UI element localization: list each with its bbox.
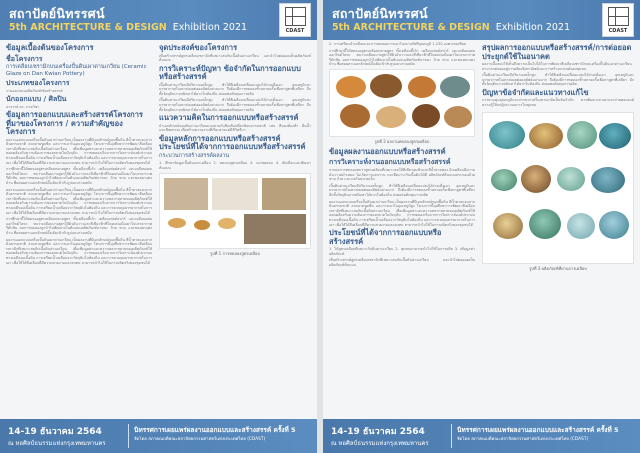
header-title-en: 5th ARCHITECTURE & DESIGN Exhibition 2021 — [9, 22, 248, 33]
body-text: นำเอกลักษณ์ของดินด่านเกวียนมาผสานกับสีเคลือบที่สะท้อนธรรมชาติ เช่น สีของท้องฟ้า ผืนน้ำ และพืชพรรณ เพื่อสร้างความงามที่เรียบง่ายแต่มีชีวิตชีวา — [159, 123, 311, 133]
glazed-bowl — [491, 169, 517, 191]
designer-name: อาจารย์ ดร. ภาควิชา — [6, 104, 40, 109]
right-column-1 — [329, 42, 475, 419]
sample-cup — [412, 104, 440, 128]
header-title-th: สถาปัตย์นิทรรศน์ — [9, 6, 105, 21]
header-title-en: 5th ARCHITECTURE & DESIGN Exhibition 2021 — [332, 22, 571, 33]
section-heading: ประเภทของโครงการ — [6, 79, 70, 87]
body-text: เนื้อดินด่านเกวียนมีปริมาณเหล็กสูง ทำให้สีเคลือบเปลี่ยนแปลงได้ง่ายเมื่อเผา อุณหภูมิและบรรยากาศในเตาส่งผลต่อผลลัพธ์อย่างมาก จึงต้องมีการทดลองซ้ำหลายครั้งเพื่อหาสูตรที่เสถียร อีกทั้งวัตถุดิบบางชนิดหาได้ยากในท้องถิ่น ส่งผลต่อต้นทุนการผลิต — [482, 73, 634, 87]
section-heading: การวิเคราะห์ปัญหา ข้อจำกัดในการออกแบบหรือสร้างสรรค์ — [159, 63, 301, 82]
section-heading: ข้อมูลหลักการออกแบบหรือสร้างสรรค์ ประโยชน์ที่ได้จากการออกแบบหรือสร้างสรรค์ — [159, 133, 306, 152]
body-text: 1. ศึกษาข้อมูลเนื้อดินและเคลือบ 2. ทดลองสูตรเคลือบ 3. เผาทดสอบ 4. คัดเลือกและพัฒนาต้นแบบ — [159, 161, 311, 171]
section-heading: ปัญหาข้อจำกัดและแนวทางแก้ไข — [482, 87, 589, 97]
glazed-bowl — [591, 167, 625, 193]
body-text: ผลงานออกแบบเครื่องปั้นดินเผาด่านเกวียน เป็นผลงานที่มีเอกลักษณ์ของพื้นถิ่น สีน้ำตาลแดงจากดินธรรมชาติ ลวดลายขูดขีด และการเผาในอุณหภูมิสูง โครงการนี้มุ่งศึกษาการพัฒนาสีเคลือบเซรามิกที่เหมาะสมกับเนื้อดินด่านเกวียน เพื่อเพิ่มมูลค่าและความหลากหลายของผลิตภัณฑ์ให้สอดคล้องกับความต้องการของตลาดในปัจจุบัน การทดลองเริ่มจากการวิเคราะห์องค์ประกอบทางเคมีของเนื้อดิน การเตรียมน้ำเคลือบจากวัตถุดิบในท้องถิ่น และการควบคุมบรรยากาศในการเผา เพื่อให้ได้สีเคลือบที่มีความสวยงามและคงทน สามารถนำไปใช้ในการผลิตจริงของชุมชนได้ — [6, 187, 152, 215]
header-exhibition: Exhibition 2021 — [172, 22, 248, 33]
figure-caption: รูปที่ 1 การทดลองสูตรเคลือบ — [210, 250, 260, 256]
section-heading: แนวความคิดในการออกแบบหรือสร้างสรรค์ — [159, 113, 299, 123]
section-heading: จุดประสงค์ของโครงการ — [159, 43, 238, 52]
right-column-2 — [482, 42, 634, 419]
glazed-bowl — [599, 211, 629, 239]
header-exhibition: Exhibition 2021 — [495, 22, 571, 33]
body-text: เนื้อดินด่านเกวียนมีปริมาณเหล็กสูง ทำให้สีเคลือบเปลี่ยนแปลงได้ง่ายเมื่อเผา อุณหภูมิและบรรยากาศในเตาส่งผลต่อผลลัพธ์อย่างมาก จึงต้องมีการทดลองซ้ำหลายครั้งเพื่อหาสูตรที่เสถียร อีกทั้งวัตถุดิบบางชนิดหาได้ยากในท้องถิ่น ส่งผลต่อต้นทุนการผลิต — [159, 82, 311, 96]
left-column-1 — [6, 42, 152, 419]
sample-bowl — [194, 220, 210, 230]
section-heading: ข้อมูลเบื้องต้นของโครงการ — [6, 43, 94, 52]
poster-footer — [0, 419, 317, 453]
figure-caption: รูปที่ 3 ผลิตภัณฑ์ที่ผ่านการเคลือบ — [529, 265, 587, 271]
header-title-th: สถาปัตย์นิทรรศน์ — [332, 6, 428, 21]
section-heading: สรุปผลการออกแบบหรือสร้างสรรค์/การต่อยอดประยุกต์ใช้ในอนาคต — [482, 43, 632, 61]
body-text: การควบคุมอุณหภูมิและบรรยากาศในเตาเผายังเป็นข้อจำกัด ควรพัฒนาเตาเผาและถ่ายทอดองค์ความรู้ให้แก่ผู้ประกอบการในชุมชน — [482, 98, 634, 108]
cdast-logo: CDAST — [602, 3, 634, 37]
photo — [262, 178, 306, 210]
photo — [164, 178, 208, 210]
glazed-bowl — [567, 121, 597, 149]
project-type: งานออกแบบผลิตภัณฑ์เชิงสร้างสรรค์ — [6, 88, 63, 93]
event-organizer: จัดโดย สภาคณบดีคณะสถาปัตยกรรมศาสตร์แห่งประเทศไทย (CDAST) — [457, 437, 589, 442]
body-text: เพื่อสร้างสรรค์สูตรเคลือบเซรามิกที่เหมาะสมกับเนื้อดินด่านเกวียน และนำไปต่อยอดเป็นผลิตภัณฑ์ต้นแบบ — [329, 258, 475, 267]
event-venue: ณ หอศิลป์ธนรรมแห่งกรุงเทพมหานคร — [8, 440, 106, 447]
poster-footer — [323, 419, 640, 453]
body-text: เพื่อสร้างสรรค์สูตรเคลือบเซรามิกที่เหมาะสมกับเนื้อดินด่านเกวียน และนำไปต่อยอดเป็นผลิตภัณฑ์ต้นแบบ — [159, 53, 311, 63]
poster-left — [0, 0, 317, 453]
figure-2-photos — [329, 69, 475, 137]
section-heading: ประโยชน์ที่ได้จากการออกแบบหรือสร้างสรรค์ — [329, 228, 442, 246]
event-name: นิทรรศการเผยแพร่ผลงานออกแบบและสร้างสรรค์ ครั้งที่ 5 — [457, 426, 619, 434]
body-text: ผลงานออกแบบเครื่องปั้นดินเผาด่านเกวียน เป็นผลงานที่มีเอกลักษณ์ของพื้นถิ่น สีน้ำตาลแดงจากดินธรรมชาติ ลวดลายขูดขีด และการเผาในอุณหภูมิสูง โครงการนี้มุ่งศึกษาการพัฒนาสีเคลือบเซรามิกที่เหมาะสมกับเนื้อดินด่านเกวียน เพื่อเพิ่มมูลค่าและความหลากหลายของผลิตภัณฑ์ให้สอดคล้องกับความต้องการของตลาดในปัจจุบัน การทดลองเริ่มจากการวิเคราะห์องค์ประกอบทางเคมีของเนื้อดิน การเตรียมน้ำเคลือบจากวัตถุดิบในท้องถิ่น และการควบคุมบรรยากาศในการเผา เพื่อให้ได้สีเคลือบที่มีความสวยงามและคงทน สามารถนำไปใช้ในการผลิตจริงของชุมชนได้ — [329, 199, 475, 227]
body-text: เนื้อดินด่านเกวียนมีปริมาณเหล็กสูง ทำให้สีเคลือบเปลี่ยนแปลงได้ง่ายเมื่อเผา อุณหภูมิและบรรยากาศในเตาส่งผลต่อผลลัพธ์อย่างมาก จึงต้องมีการทดลองซ้ำหลายครั้งเพื่อหาสูตรที่เสถียร อีกทั้งวัตถุดิบบางชนิดหาได้ยากในท้องถิ่น ส่งผลต่อต้นทุนการผลิต — [159, 98, 311, 112]
sample-bowl — [218, 218, 236, 229]
event-venue: ณ หอศิลป์ธนรรมแห่งกรุงเทพมหานคร — [331, 440, 429, 447]
project-name: การเคลือบเซรามิกบนเครื่องปั้นดินเผาด่านเกวียน (Ceramic Glaze on Dan Kwian Pottery) — [6, 64, 147, 77]
poster-header — [0, 0, 317, 40]
figure-1-photos — [159, 173, 311, 249]
sample-cup — [376, 106, 406, 128]
body-text: การศึกษานี้ได้ทดลองสูตรเคลือบหลายสูตร ทั้งเคลือบขี้เถ้า เคลือบเฟลด์สปาร์ และเคลือบผสมออกไซด์โลหะ พบว่าเคลือบบางสูตรให้ผิวมันวาวและสีเขียวฟ้าที่โดดเด่นเมื่อเผาในบรรยากาศรีดักชัน ผลการทดลองถูกนำไปพัฒนาเป็นต้นแบบผลิตภัณฑ์ภาชนะ ถ้วย ชาม และของตกแต่งบ้าน ที่ผสมผสานเอกลักษณ์ดั้งเดิมเข้ากับรูปแบบร่วมสมัย — [6, 167, 152, 186]
section-heading: ข้อมูลผลงานออกแบบหรือสร้างสรรค์ — [329, 146, 446, 156]
event-organizer: จัดโดย สภาคณบดีคณะสถาปัตยกรรมศาสตร์แห่งประเทศไทย (CDAST) — [134, 437, 266, 442]
section-heading: ชื่อโครงการ — [6, 54, 43, 63]
glazed-bowl — [489, 121, 525, 149]
body-text: 2. การเตรียมน้ำเคลือบและการทดสอบการเผาในเตาแก๊สที่อุณหภูมิ 1,230 องศาเซลเซียส — [329, 42, 466, 46]
body-text: 1. ได้สูตรเคลือบที่เหมาะกับดินด่านเกวียน 2. ชุมชนสามารถนำไปใช้ในการผลิต 3. เพิ่มมูลค่าผลิตภัณฑ์ — [329, 247, 475, 256]
glazed-bowl — [567, 213, 595, 239]
figure-caption: รูปที่ 2 ผลงานทดลองสูตรเคลือบ — [374, 138, 430, 144]
sample-cup — [336, 76, 366, 98]
glazed-bowl — [529, 123, 563, 149]
glazed-bowl — [599, 123, 631, 149]
poster-right — [323, 0, 640, 453]
sample-cup — [340, 104, 370, 128]
event-date: 14-19 ธันวาคม 2564 — [331, 427, 425, 437]
body-text: การศึกษานี้ได้ทดลองสูตรเคลือบหลายสูตร ทั้งเคลือบขี้เถ้า เคลือบเฟลด์สปาร์ และเคลือบผสมออกไซด์โลหะ พบว่าเคลือบบางสูตรให้ผิวมันวาวและสีเขียวฟ้าที่โดดเด่นเมื่อเผาในบรรยากาศรีดักชัน ผลการทดลองถูกนำไปพัฒนาเป็นต้นแบบผลิตภัณฑ์ภาชนะ ถ้วย ชาม และของตกแต่งบ้าน ที่ผสมผสานเอกลักษณ์ดั้งเดิมเข้ากับรูปแบบร่วมสมัย — [329, 48, 475, 67]
section-heading: การวิเคราะห์งานออกแบบหรือสร้างสรรค์ — [329, 158, 451, 167]
section-heading: นักออกแบบ / ศิลปิน — [6, 95, 67, 104]
body-text: ผลงานออกแบบเครื่องปั้นดินเผาด่านเกวียน เป็นผลงานที่มีเอกลักษณ์ของพื้นถิ่น สีน้ำตาลแดงจากดินธรรมชาติ ลวดลายขูดขีด และการเผาในอุณหภูมิสูง โครงการนี้มุ่งศึกษาการพัฒนาสีเคลือบเซรามิกที่เหมาะสมกับเนื้อดินด่านเกวียน เพื่อเพิ่มมูลค่าและความหลากหลายของผลิตภัณฑ์ให้สอดคล้องกับความต้องการของตลาดในปัจจุบัน การทดลองเริ่มจากการวิเคราะห์องค์ประกอบทางเคมีของเนื้อดิน การเตรียมน้ำเคลือบจากวัตถุดิบในท้องถิ่น และการควบคุมบรรยากาศในการเผา เพื่อให้ได้สีเคลือบที่มีความสวยงามและคงทน สามารถนำไปใช้ในการผลิตจริงของชุมชนได้ — [6, 237, 152, 265]
subheading: กระบวนการสร้างสรรค์ผลงาน — [159, 152, 230, 159]
sample-cup — [440, 76, 470, 98]
glazed-bowl — [521, 165, 551, 193]
sample-cup — [408, 76, 436, 98]
body-text: เนื้อดินด่านเกวียนมีปริมาณเหล็กสูง ทำให้สีเคลือบเปลี่ยนแปลงได้ง่ายเมื่อเผา อุณหภูมิและบรรยากาศในเตาส่งผลต่อผลลัพธ์อย่างมาก จึงต้องมีการทดลองซ้ำหลายครั้งเพื่อหาสูตรที่เสถียร อีกทั้งวัตถุดิบบางชนิดหาได้ยากในท้องถิ่น ส่งผลต่อต้นทุนการผลิต — [329, 183, 475, 197]
body-text: จากผลการทดลองพบว่าสูตรเคลือบที่เหมาะสมให้สีเขียวอมฟ้าและสีน้ำตาลทอง ผิวเคลือบมีความมันวาวสม่ำเสมอ ไม่เกิดการแตกราน และยึดเกาะกับเนื้อดินได้ดี ผลิตภัณฑ์ต้นแบบประกอบด้วยชาม ถ้วย และแจกันขนาดเล็ก — [329, 167, 475, 182]
sample-cup — [370, 74, 402, 98]
glazed-bowl — [529, 209, 561, 239]
sample-cup — [444, 106, 472, 128]
section-heading: ข้อมูลการออกแบบและสร้างสรรค์โครงการ ที่มาของโครงการ / ความสำคัญของโครงการ — [6, 110, 143, 137]
glazed-bowl — [557, 167, 585, 191]
body-text: การศึกษานี้ได้ทดลองสูตรเคลือบหลายสูตร ทั้งเคลือบขี้เถ้า เคลือบเฟลด์สปาร์ และเคลือบผสมออกไซด์โลหะ พบว่าเคลือบบางสูตรให้ผิวมันวาวและสีเขียวฟ้าที่โดดเด่นเมื่อเผาในบรรยากาศรีดักชัน ผลการทดลองถูกนำไปพัฒนาเป็นต้นแบบผลิตภัณฑ์ภาชนะ ถ้วย ชาม และของตกแต่งบ้าน ที่ผสมผสานเอกลักษณ์ดั้งเดิมเข้ากับรูปแบบร่วมสมัย — [6, 217, 152, 235]
left-column-2 — [159, 42, 311, 419]
glazed-bowl — [493, 213, 523, 239]
poster-header — [323, 0, 640, 40]
figure-3-products — [482, 112, 634, 264]
event-date: 14-19 ธันวาคม 2564 — [8, 427, 102, 437]
photo — [244, 214, 306, 244]
cdast-logo: CDAST — [279, 3, 311, 37]
sample-bowl — [168, 218, 186, 228]
body-text: ผลงานออกแบบเครื่องปั้นดินเผาด่านเกวียน เป็นผลงานที่มีเอกลักษณ์ของพื้นถิ่น สีน้ำตาลแดงจากดินธรรมชาติ ลวดลายขูดขีด และการเผาในอุณหภูมิสูง โครงการนี้มุ่งศึกษาการพัฒนาสีเคลือบเซรามิกที่เหมาะสมกับเนื้อดินด่านเกวียน เพื่อเพิ่มมูลค่าและความหลากหลายของผลิตภัณฑ์ให้สอดคล้องกับความต้องการของตลาดในปัจจุบัน การทดลองเริ่มจากการวิเคราะห์องค์ประกอบทางเคมีของเนื้อดิน การเตรียมน้ำเคลือบจากวัตถุดิบในท้องถิ่น และการควบคุมบรรยากาศในการเผา เพื่อให้ได้สีเคลือบที่มีความสวยงามและคงทน สามารถนำไปใช้ในการผลิตจริงของชุมชนได้ — [6, 137, 152, 165]
event-name: นิทรรศการเผยแพร่ผลงานออกแบบและสร้างสรรค์ ครั้งที่ 5 — [134, 426, 296, 434]
photo — [212, 178, 258, 210]
body-text: ผลงานนี้แสดงให้เห็นถึงความเป็นไปได้ในการพัฒนาสีเคลือบเซรามิกบนเครื่องปั้นดินเผาด่านเกวียน สามารถต่อยอดสู่การผลิตเชิงพาณิชย์และการสร้างแบรนด์ของชุมชน — [482, 62, 632, 71]
